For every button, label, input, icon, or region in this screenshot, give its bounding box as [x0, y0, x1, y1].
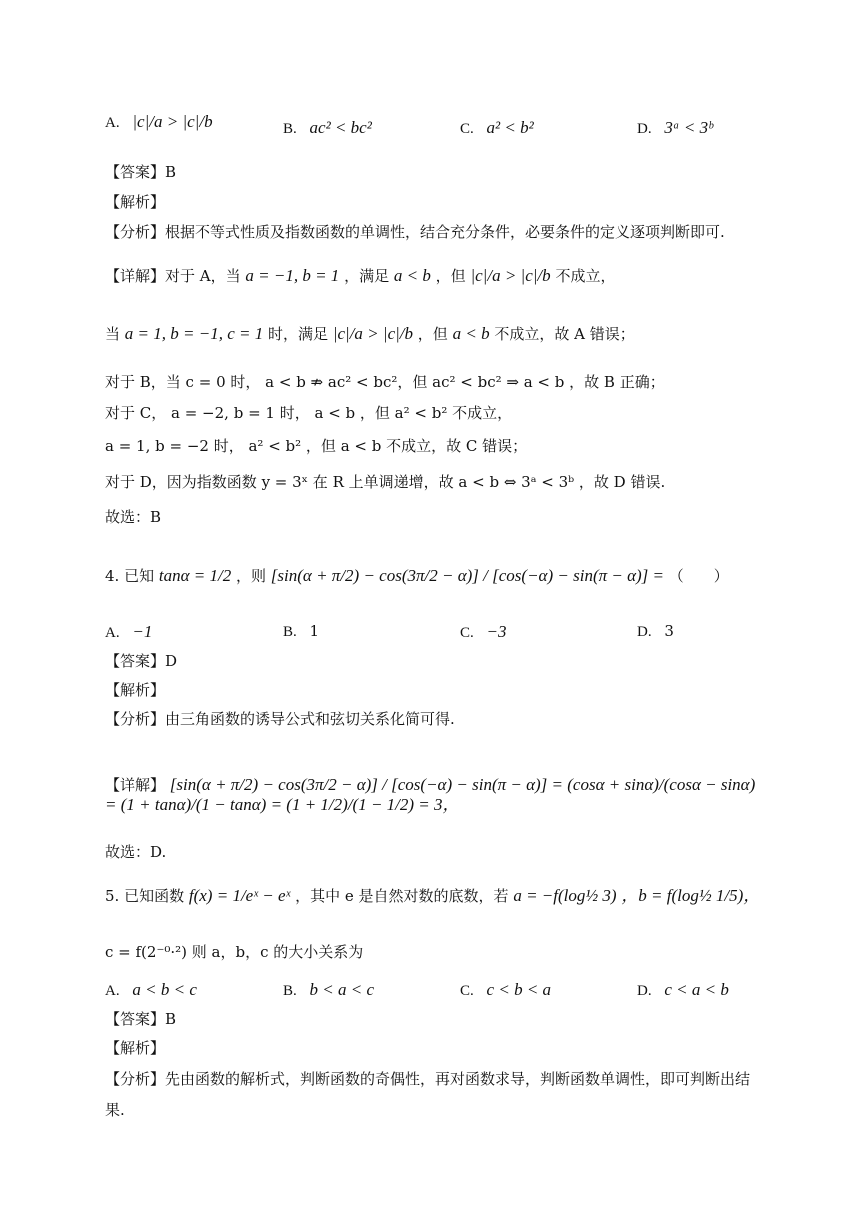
- q3-option-a: [105, 112, 213, 132]
- q4-detail: [105, 775, 765, 815]
- option-label: C.: [460, 121, 474, 137]
- q4-option-a: [105, 622, 152, 642]
- option-label: A.: [105, 625, 120, 641]
- text: 5. 已知函数: [105, 887, 185, 905]
- q5-fenxi-line1: 【分析】先由函数的解析式，判断函数的奇偶性，再对函数求导，判断函数单调性，即可判断出结: [105, 1070, 751, 1088]
- option-label: C.: [460, 625, 474, 641]
- q3-fenxi: 【分析】根据不等式性质及指数函数的单调性，结合充分条件，必要条件的定义逐项判断即可.: [105, 223, 725, 241]
- option-label: D.: [637, 983, 652, 999]
- math-expression: [sin(α + π/2) − cos(3π/2 − α)] / [cos(−α) − sin(π − α)] =: [270, 566, 665, 585]
- text: 不成立，: [555, 267, 616, 285]
- q3-detail-line4: 对于 C， a = −2, b = 1 时， a < b ，但 a² < b² 不成立，: [105, 404, 513, 422]
- math: f(x) = 1/eˣ − eˣ: [188, 886, 291, 905]
- option-text: 1: [309, 622, 320, 640]
- option-label: B.: [283, 121, 297, 137]
- option-label: D.: [637, 624, 652, 640]
- q5-option-d: [637, 980, 729, 1000]
- math: a < b: [452, 324, 490, 343]
- text: 不成立，故 A 错误；: [494, 325, 635, 343]
- math-fraction: |c|/a > |c|/b: [470, 266, 551, 285]
- option-text: −3: [486, 622, 507, 641]
- math: a = 1, b = −1, c = 1: [124, 324, 264, 343]
- text: 时，满足: [268, 325, 329, 343]
- text: 4. 已知: [105, 567, 155, 585]
- q3-detail-line6: 对于 D，因为指数函数 y = 3ˣ 在 R 上单调递增，故 a < b ⇔ 3ᵃ < 3ᵇ ，故 D 错误.: [105, 473, 666, 491]
- math: tanα = 1/2: [158, 566, 232, 585]
- option-text: 3: [664, 622, 674, 640]
- option-text: a² < b²: [486, 118, 534, 137]
- option-label: A.: [105, 983, 120, 999]
- q3-option-c: [460, 118, 534, 138]
- q4-option-d: [637, 622, 674, 641]
- q4-fenxi: 【分析】由三角函数的诱导公式和弦切关系化简可得.: [105, 710, 455, 728]
- option-text: |c|/a > |c|/b: [132, 112, 213, 131]
- math: ，b = f(log½ 1/5)，: [621, 886, 761, 905]
- q4-answer: 【答案】D: [105, 652, 178, 670]
- option-text: 3ᵃ < 3ᵇ: [664, 118, 713, 137]
- q3-conclusion: 故选：B: [105, 508, 162, 526]
- q4-option-b: [283, 622, 319, 641]
- option-label: D.: [637, 121, 652, 137]
- q4-analysis-heading: 【解析】: [105, 681, 166, 699]
- q3-detail-line3: 对于 B，当 c = 0 时， a < b ⇏ ac² < bc²，但 ac² < bc² ⇒ a < b ，故 B 正确；: [105, 373, 665, 391]
- q4-option-c: [460, 622, 507, 642]
- q5-fenxi-line2: 果.: [105, 1101, 125, 1119]
- text: ，但: [435, 267, 466, 285]
- q5-analysis-heading: 【解析】: [105, 1039, 166, 1057]
- option-text: b < a < c: [309, 980, 375, 999]
- math-expression: [sin(α + π/2) − cos(3π/2 − α)] / [cos(−α) − sin(π − α)] = (cosα + sinα)/(cosα − sinα) = (1 + tanα)/(1 − tanα) = (1 + 1/2)/(1 − 1/2) = 3，: [105, 775, 756, 814]
- text: 【详解】对于 A，当: [105, 267, 241, 285]
- q3-detail-line5: a = 1, b = −2 时， a² < b² ，但 a < b 不成立，故 C 错误；: [105, 437, 528, 455]
- q3-analysis-heading: 【解析】: [105, 193, 166, 211]
- text: 【详解】: [105, 776, 166, 794]
- q3-detail-line2: [105, 324, 635, 344]
- q5-answer: 【答案】B: [105, 1010, 177, 1028]
- option-label: B.: [283, 624, 297, 640]
- math: a = −1, b = 1: [245, 266, 340, 285]
- q3-answer: 【答案】B: [105, 163, 177, 181]
- option-text: c < a < b: [664, 980, 729, 999]
- text: ，其中 e 是自然对数的底数，若: [295, 887, 509, 905]
- option-text: ac² < bc²: [309, 118, 372, 137]
- text: ，但: [417, 325, 448, 343]
- math: a = −f(log½ 3): [513, 886, 617, 905]
- option-text: a < b < c: [132, 980, 197, 999]
- text: 当: [105, 325, 121, 343]
- q5-stem-line1: [105, 886, 760, 906]
- text: ，则: [236, 567, 267, 585]
- q4-conclusion: 故选：D.: [105, 843, 167, 861]
- q5-option-a: [105, 980, 197, 1000]
- q3-option-b: [283, 118, 372, 138]
- math-fraction: |c|/a > |c|/b: [332, 324, 414, 343]
- q4-stem: [105, 566, 729, 586]
- q5-option-b: [283, 980, 374, 1000]
- q3-option-d: [637, 118, 713, 138]
- option-text: c < b < a: [486, 980, 552, 999]
- text: （ ）: [668, 567, 729, 585]
- q5-stem-line2: c = f(2⁻⁰·²) 则 a，b，c 的大小关系为: [105, 943, 364, 961]
- option-label: C.: [460, 983, 474, 999]
- text: ，满足: [344, 267, 390, 285]
- option-label: A.: [105, 115, 120, 131]
- option-text: −1: [132, 622, 153, 641]
- q3-detail-line1: [105, 266, 615, 286]
- option-label: B.: [283, 983, 297, 999]
- math: a < b: [393, 266, 431, 285]
- q5-option-c: [460, 980, 551, 1000]
